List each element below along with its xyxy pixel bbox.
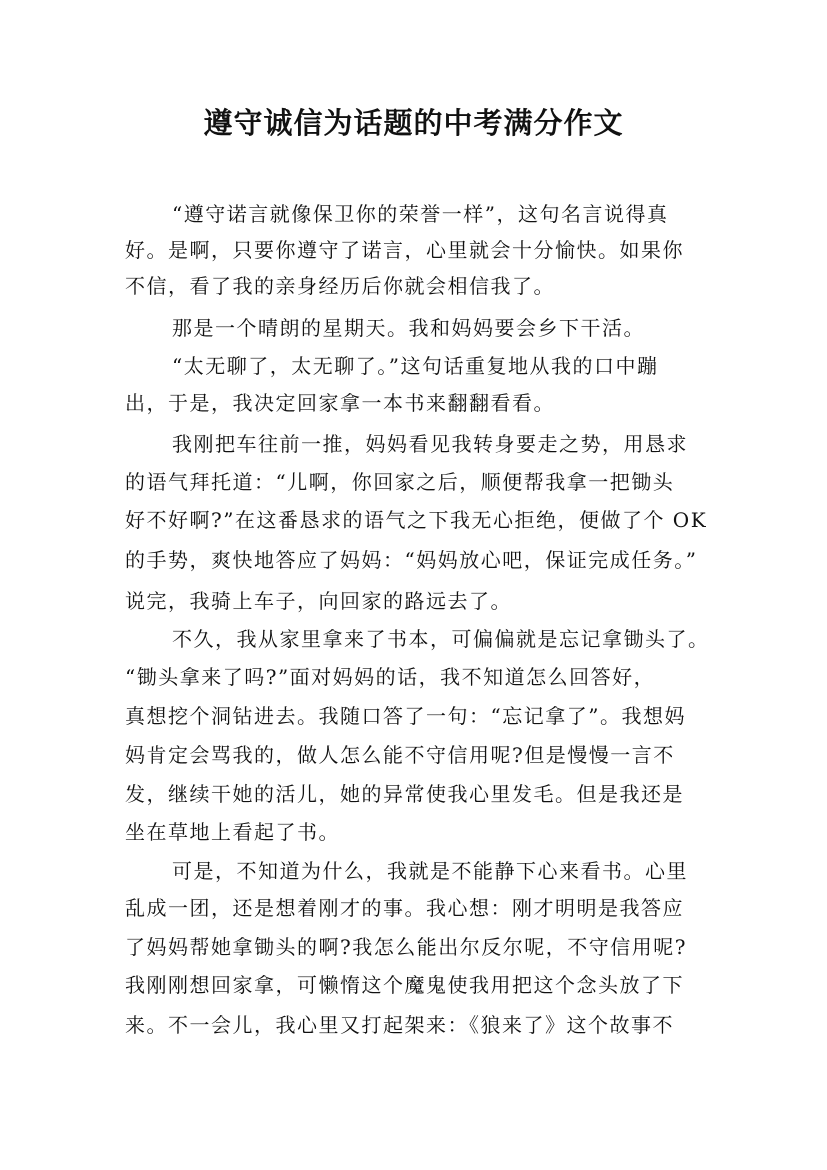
- paragraph-line: 发，继续干她的活儿，她的异常使我心里发毛。但是我还是: [125, 782, 684, 806]
- paragraph-line: 了妈妈帮她拿锄头的啊?我怎么能出尔反尔呢，不守信用呢?: [125, 935, 687, 959]
- paragraph-line: 可是，不知道为什么，我就是不能静下心来看书。心里: [172, 859, 688, 883]
- paragraph-line: 来。不一会儿，我心里又打起架来：《狼来了》这个故事不: [125, 1013, 674, 1037]
- paragraph-line: 那是一个晴朗的星期天。我和妈妈要会乡下干活。: [172, 316, 645, 340]
- paragraph-line: 不久，我从家里拿来了书本，可偏偏就是忘记拿锄头了。: [172, 627, 710, 651]
- paragraph-line: 好。是啊，只要你遵守了诺言，心里就会十分愉快。如果你: [125, 238, 684, 262]
- paragraph-line: 说完，我骑上车子，向回家的路远去了。: [125, 589, 512, 613]
- paragraph-line: 坐在草地上看起了书。: [125, 820, 340, 844]
- paragraph-line: 乱成一团，还是想着刚才的事。我心想：刚才明明是我答应: [125, 896, 684, 920]
- paragraph-line: 的语气拜托道：“儿啊，你回家之后，顺便帮我拿一把锄头: [125, 470, 675, 494]
- paragraph-line: 的手势，爽快地答应了妈妈：“妈妈放心吧，保证完成任务。”: [125, 548, 698, 572]
- paragraph-line: 我刚把车往前一推，妈妈看见我转身要走之势，用恳求: [172, 432, 688, 456]
- paragraph-line: “太无聊了，太无聊了。”这句话重复地从我的口中蹦: [172, 354, 659, 378]
- document-title: 遵守诚信为话题的中考满分作文: [203, 106, 624, 140]
- paragraph-line: 好不好啊?”在这番恳求的语气之下我无心拒绝，便做了个 OK: [125, 508, 708, 532]
- paragraph-line: 真想挖个洞钻进去。我随口答了一句：“忘记拿了”。我想妈: [125, 704, 686, 728]
- paragraph-line: 妈肯定会骂我的，做人怎么能不守信用呢?但是慢慢一言不: [125, 743, 675, 767]
- paragraph-line: “遵守诺言就像保卫你的荣誉一样”，这句名言说得真: [172, 202, 669, 226]
- paragraph-line: 不信，看了我的亲身经历后你就会相信我了。: [125, 274, 555, 298]
- paragraph-line: 我刚刚想回家拿，可懒惰这个魔鬼使我用把这个念头放了下: [125, 973, 684, 997]
- paragraph-line: 出，于是，我决定回家拿一本书来翻翻看看。: [125, 391, 555, 415]
- paragraph-line: “锄头拿来了吗?”面对妈妈的话，我不知道怎么回答好，: [125, 665, 656, 689]
